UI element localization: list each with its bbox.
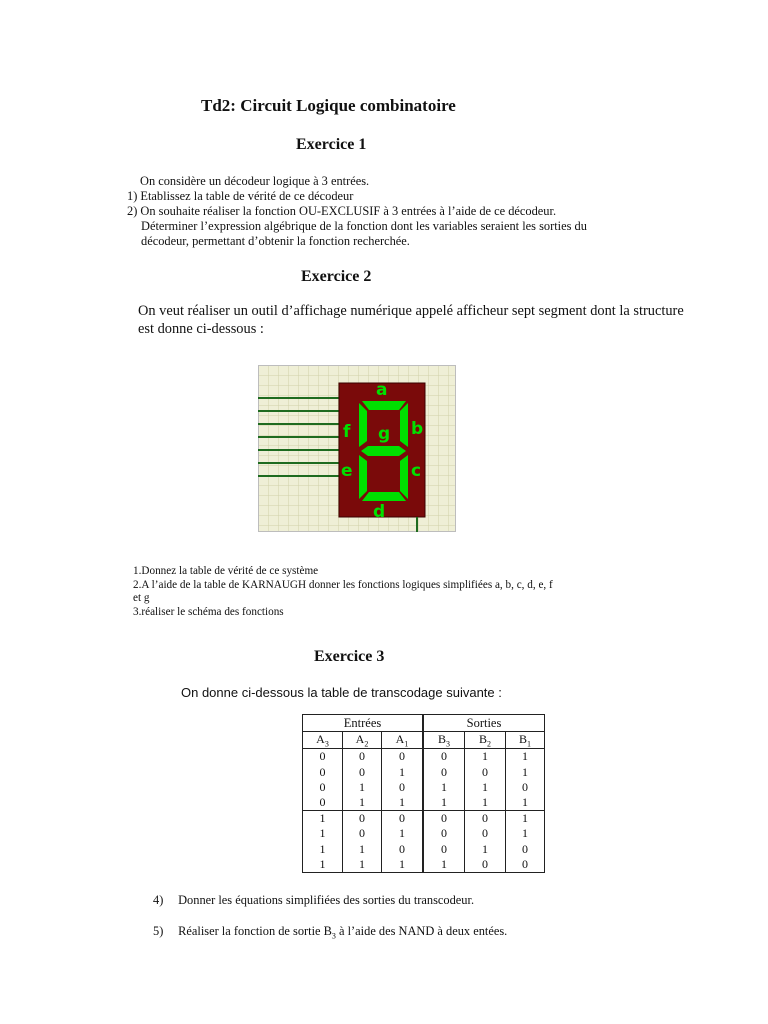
question-5-text: Réaliser la fonction de sortie $B_3$ à l’aide des NAND à deux entées. (178, 924, 508, 941)
exercise-2-heading: Exercice 2 (301, 268, 372, 285)
exercise-1-question-1: 1) Etablissez la table de vérité de ce décodeur (127, 189, 354, 203)
exercise-2-questions (133, 565, 553, 619)
column-header-row (303, 732, 545, 749)
exercise-1-heading: Exercice 1 (296, 136, 367, 153)
segment-a (362, 401, 406, 410)
exercise-1-intro: On considère un décodeur logique à 3 entrées. (140, 174, 370, 188)
group-inputs-header: Entrées (303, 715, 424, 732)
segment-g (361, 446, 406, 456)
exercise-1-body (127, 174, 587, 249)
table-row: 1 1 1 1 0 0 (303, 857, 545, 873)
col-header-b3: $B_3$ (423, 732, 465, 749)
exercise-2-question-3: 3.réaliser le schéma des fonctions (133, 605, 284, 618)
exercise-2-question-2: 2.A l’aide de la table de KARNAUGH donner les fonctions logiques simplifiées a, b, c, d, e, f (133, 578, 553, 591)
label-g: g (378, 424, 391, 444)
label-d: d (373, 502, 386, 522)
table-row: 0 1 0 1 1 0 (303, 780, 545, 795)
label-a: a (376, 380, 388, 400)
group-outputs-header: Sorties (423, 715, 545, 732)
exercise-2-statement-line-1: On veut réaliser un outil d’affichage numérique appelé afficheur sept segment dont la structure (138, 303, 684, 319)
exercise-1-question-2: 2) On souhaite réaliser la fonction OU-EXCLUSIF à 3 entrées à l’aide de ce décodeur. (127, 204, 557, 218)
col-header-b2: $B_2$ (465, 732, 506, 749)
label-e: e (341, 461, 353, 481)
seven-segment-figure (258, 365, 456, 537)
exercise-1-question-2-line-3: décodeur, permettant d’obtenir la fonction recherchée. (141, 234, 410, 248)
table-row: 1 0 1 0 0 1 (303, 826, 545, 841)
exercise-3-question-5 (153, 924, 507, 940)
label-c: c (411, 461, 422, 481)
col-header-a1: $A_1$ (382, 732, 424, 749)
exercise-2-statement-line-2: est donne ci-dessous : (138, 321, 264, 337)
table-row: 1 1 0 0 1 0 (303, 842, 545, 857)
table-row: 0 0 0 0 1 1 (303, 749, 545, 765)
table-row: 0 0 1 0 0 1 (303, 765, 545, 780)
col-header-a2: $A_2$ (343, 732, 382, 749)
exercise-3-intro: On donne ci-dessous la table de transcodage suivante : (181, 685, 502, 700)
question-5-number: 5) (153, 924, 164, 938)
col-header-a3: $A_3$ (303, 732, 343, 749)
question-4-number: 4) (153, 893, 164, 907)
exercise-2-question-2-cont: et g (133, 592, 150, 604)
col-header-b1: $B_1$ (506, 732, 545, 749)
seven-segment-display (258, 365, 456, 532)
exercise-1-question-2-line-2: Déterminer l’expression algébrique de la fonction dont les variables seraient les sorties du (141, 219, 587, 233)
table-row: 0 1 1 1 1 1 (303, 795, 545, 811)
segment-d (362, 492, 406, 501)
label-b: b (411, 419, 424, 439)
label-f: f (343, 422, 351, 442)
exercise-2-statement (138, 302, 684, 338)
page-title: Td2: Circuit Logique combinatoire (201, 96, 456, 115)
transcoding-table (302, 714, 545, 873)
exercise-3-heading: Exercice 3 (314, 648, 385, 665)
table-row: 1 0 0 0 0 1 (303, 811, 545, 827)
exercise-3-question-4 (153, 893, 474, 908)
exercise-2-question-1: 1.Donnez la table de vérité de ce système (133, 565, 319, 577)
question-4-text: Donner les équations simplifiées des sorties du transcodeur. (178, 893, 475, 907)
